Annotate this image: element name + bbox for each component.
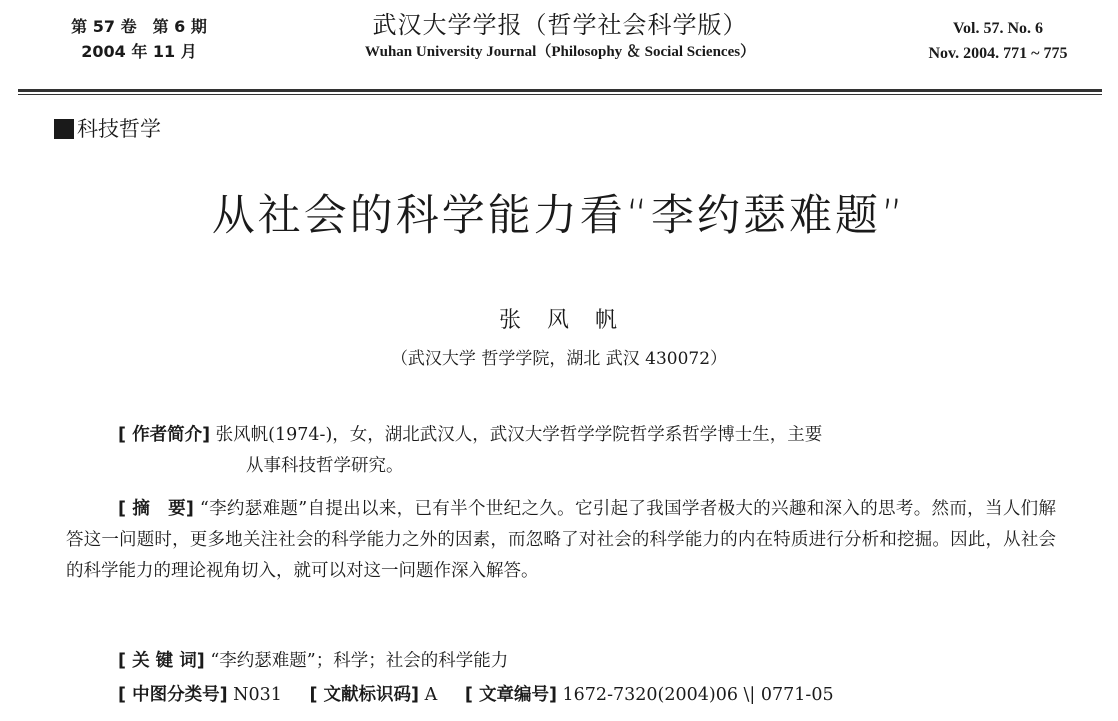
doc-code-value: A [424, 685, 438, 705]
author-affiliation: （武汉大学 哲学学院，湖北 武汉 430072） [390, 349, 728, 369]
abstract-text: “李约瑟难题”自提出以来，已有半个世纪之久。它引起了我国学者极大的兴趣和深入的思考。然而，当人们解答这一问题时，更多地关注社会的科学能力之外的因素，而忽略了对社会的科学能力的内在特质进行分析和挖掘。因此，从社会的科学能力的理论视角切入，就可以对这一问题作深入解答。 [66, 499, 1056, 581]
volume-issue: 第 57 卷 第 6 期 [71, 17, 207, 36]
doc-code-label: [ 文献标识码] [309, 685, 420, 705]
abstract [66, 494, 1056, 587]
publication-date: 2004 年 11 月 [81, 42, 197, 61]
square-bullet-icon [54, 119, 74, 139]
keywords-label: [ 关 键 词] [118, 651, 205, 671]
author-name: 张 风 帆 [498, 308, 619, 333]
section-heading [54, 114, 161, 144]
author-bio [66, 420, 1108, 482]
keywords [66, 646, 1108, 676]
header-citation-block [898, 16, 1098, 66]
header-rule-thin [18, 94, 1102, 95]
issue-pages-en: Nov. 2004. 771 ~ 775 [928, 45, 1068, 62]
header-journal-block [290, 8, 830, 62]
abstract-label: [ 摘 要] [118, 499, 194, 519]
author-bio-label: [ 作者简介] [118, 425, 211, 445]
section-label: 科技哲学 [77, 117, 161, 141]
article-number-value: 1672-7320(2004)06 \| 0771-05 [562, 685, 834, 705]
author-bio-text-2: 从事科技哲学研究。 [246, 456, 404, 476]
author-bio-text-1: 张风帆(1974-)，女，湖北武汉人，武汉大学哲学学院哲学系哲学博士生，主要 [215, 425, 823, 445]
header-volume-block [54, 14, 224, 64]
volume-en: Vol. 57. No. 6 [952, 20, 1044, 37]
article-number-label: [ 文章编号] [464, 685, 557, 705]
classification-line [66, 680, 1108, 710]
paper-title: 从社会的科学能力看“李约瑟难题” [211, 191, 907, 241]
journal-title-cn: 武汉大学学报（哲学社会科学版） [372, 11, 748, 39]
journal-title-en: Wuhan University Journal（Philosophy ＆ Social Sciences） [364, 44, 756, 60]
clc-value: N031 [233, 685, 282, 705]
header-rule-thick [18, 89, 1102, 92]
clc-label: [ 中图分类号] [118, 685, 228, 705]
keywords-text: “李约瑟难题”；科学；社会的科学能力 [210, 651, 509, 671]
